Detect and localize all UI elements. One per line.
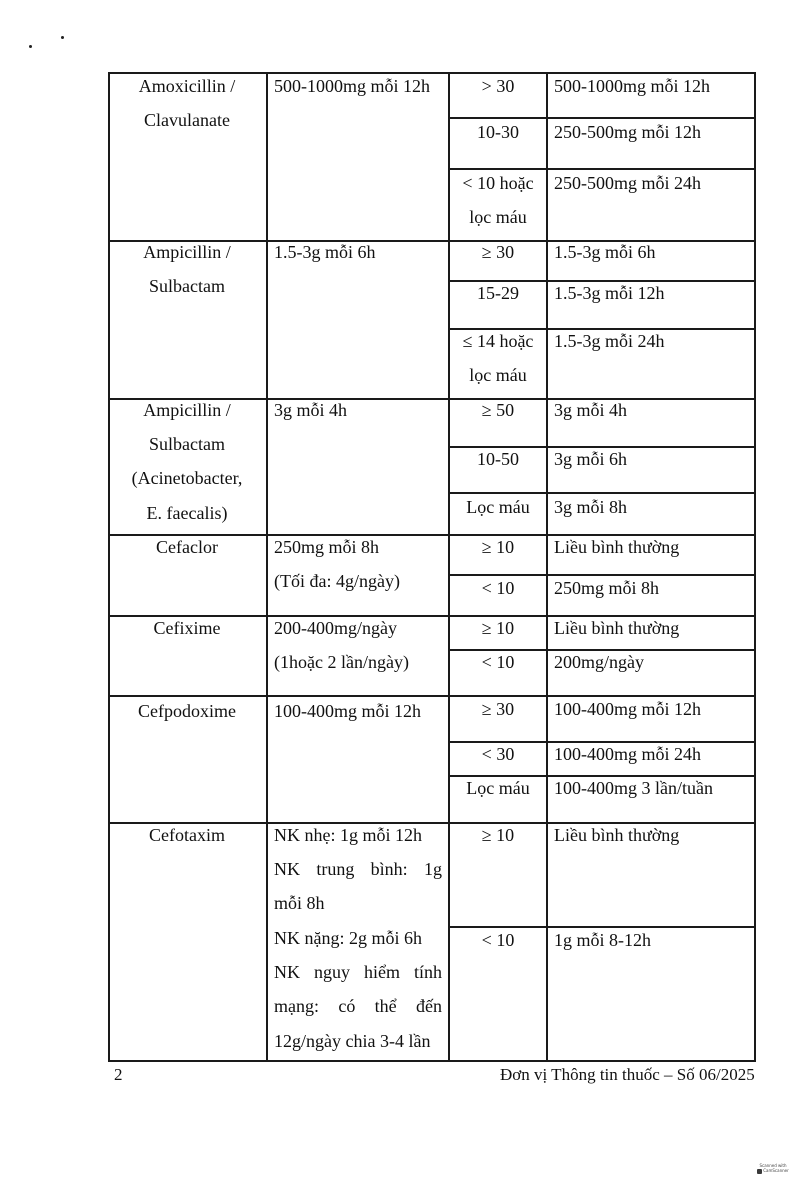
adjusted-dose: 3g mỗi 4h	[554, 400, 628, 420]
adjusted-dose: 1.5-3g mỗi 12h	[554, 283, 665, 303]
adjusted-dose: 1.5-3g mỗi 6h	[554, 242, 656, 262]
scanner-watermark-line1: Scanned with	[759, 1163, 787, 1168]
drug-name: Sulbactam	[149, 276, 225, 296]
adjusted-dose: 1.5-3g mỗi 24h	[554, 331, 665, 351]
usual-dose: (Tối đa: 4g/ngày)	[274, 571, 400, 591]
adjusted-dose: 100-400mg mỗi 12h	[554, 699, 701, 719]
usual-dose: (1hoặc 2 lần/ngày)	[274, 652, 409, 672]
clcr-value: Lọc máu	[466, 778, 530, 798]
clcr-value: ≥ 30	[481, 699, 515, 719]
scanner-watermark	[751, 1163, 795, 1179]
usual-dose: NK nhẹ: 1g mỗi 12h	[274, 825, 422, 845]
clcr-value: < 30	[481, 744, 515, 764]
adjusted-dose: 3g mỗi 6h	[554, 449, 628, 469]
publication-footer: Đơn vị Thông tin thuốc – Số 06/2025	[500, 1065, 755, 1084]
adjusted-dose: 250-500mg mỗi 24h	[554, 173, 701, 193]
table-border-right	[754, 72, 756, 1062]
adjusted-dose: 500-1000mg mỗi 12h	[554, 76, 710, 96]
adjusted-dose: Liều bình thường	[554, 618, 680, 638]
usual-dose: mỗi 8h	[274, 893, 325, 913]
clcr-value: 15-29	[477, 283, 519, 303]
clcr-value: < 10 hoặc	[462, 173, 534, 193]
clcr-value: Lọc máu	[466, 497, 530, 517]
clcr-value: < 10	[481, 652, 515, 672]
drug-name: Amoxicillin /	[138, 76, 236, 96]
drug-name: Cefotaxim	[149, 825, 225, 845]
drug-name: Cefixime	[153, 618, 221, 638]
clcr-value: lọc máu	[469, 365, 527, 385]
adjusted-dose: 100-400mg mỗi 24h	[554, 744, 701, 764]
usual-dose: NK nặng: 2g mỗi 6h	[274, 928, 422, 948]
adjusted-dose: 250-500mg mỗi 12h	[554, 122, 701, 142]
camscanner-logo-icon	[757, 1169, 762, 1174]
usual-dose: 500-1000mg mỗi 12h	[274, 76, 430, 96]
clcr-value: ≥ 30	[481, 242, 515, 262]
column-divider	[266, 72, 268, 1062]
clcr-value: ≥ 50	[481, 400, 515, 420]
usual-dose: 250mg mỗi 8h	[274, 537, 380, 557]
table-border-left	[108, 72, 110, 1062]
scanner-watermark-line2: CamScanner	[763, 1168, 789, 1173]
clcr-value: 10-50	[477, 449, 519, 469]
scan-speck	[29, 45, 32, 48]
usual-dose: 12g/ngày chia 3-4 lần	[274, 1031, 431, 1051]
drug-name: E. faecalis)	[146, 503, 228, 523]
clcr-value: ≥ 10	[481, 618, 515, 638]
drug-name: Ampicillin /	[143, 242, 231, 262]
clcr-value: < 10	[481, 578, 515, 598]
adjusted-dose: Liều bình thường	[554, 825, 680, 845]
clcr-value: 10-30	[477, 122, 519, 142]
drug-name: Cefpodoxime	[138, 701, 236, 721]
usual-dose: 200-400mg/ngày	[274, 618, 397, 638]
usual-dose: mạng: có thể đến	[274, 996, 442, 1016]
renal-dosing-table	[108, 72, 756, 1062]
clcr-value: ≥ 10	[481, 537, 515, 557]
clcr-value: ≤ 14 hoặc	[462, 331, 534, 351]
usual-dose: 3g mỗi 4h	[274, 400, 348, 420]
adjusted-dose: Liều bình thường	[554, 537, 680, 557]
usual-dose: NK trung bình: 1g	[274, 859, 442, 879]
drug-name: (Acinetobacter,	[131, 468, 243, 488]
clcr-value: > 30	[481, 76, 515, 96]
clcr-value: < 10	[481, 930, 515, 950]
clcr-value: lọc máu	[469, 207, 527, 227]
scan-speck	[61, 36, 64, 39]
drug-name: Cefaclor	[156, 537, 218, 557]
adjusted-dose: 3g mỗi 8h	[554, 497, 628, 517]
drug-name: Ampicillin /	[143, 400, 231, 420]
page-number: 2	[114, 1065, 123, 1084]
adjusted-dose: 250mg mỗi 8h	[554, 578, 660, 598]
usual-dose: NK nguy hiểm tính	[274, 962, 442, 982]
adjusted-dose: 100-400mg 3 lần/tuần	[554, 778, 713, 798]
clcr-value: ≥ 10	[481, 825, 515, 845]
adjusted-dose: 1g mỗi 8-12h	[554, 930, 651, 950]
drug-name: Sulbactam	[149, 434, 225, 454]
adjusted-dose: 200mg/ngày	[554, 652, 644, 672]
usual-dose: 1.5-3g mỗi 6h	[274, 242, 376, 262]
usual-dose: 100-400mg mỗi 12h	[274, 701, 421, 721]
drug-name: Clavulanate	[144, 110, 230, 130]
